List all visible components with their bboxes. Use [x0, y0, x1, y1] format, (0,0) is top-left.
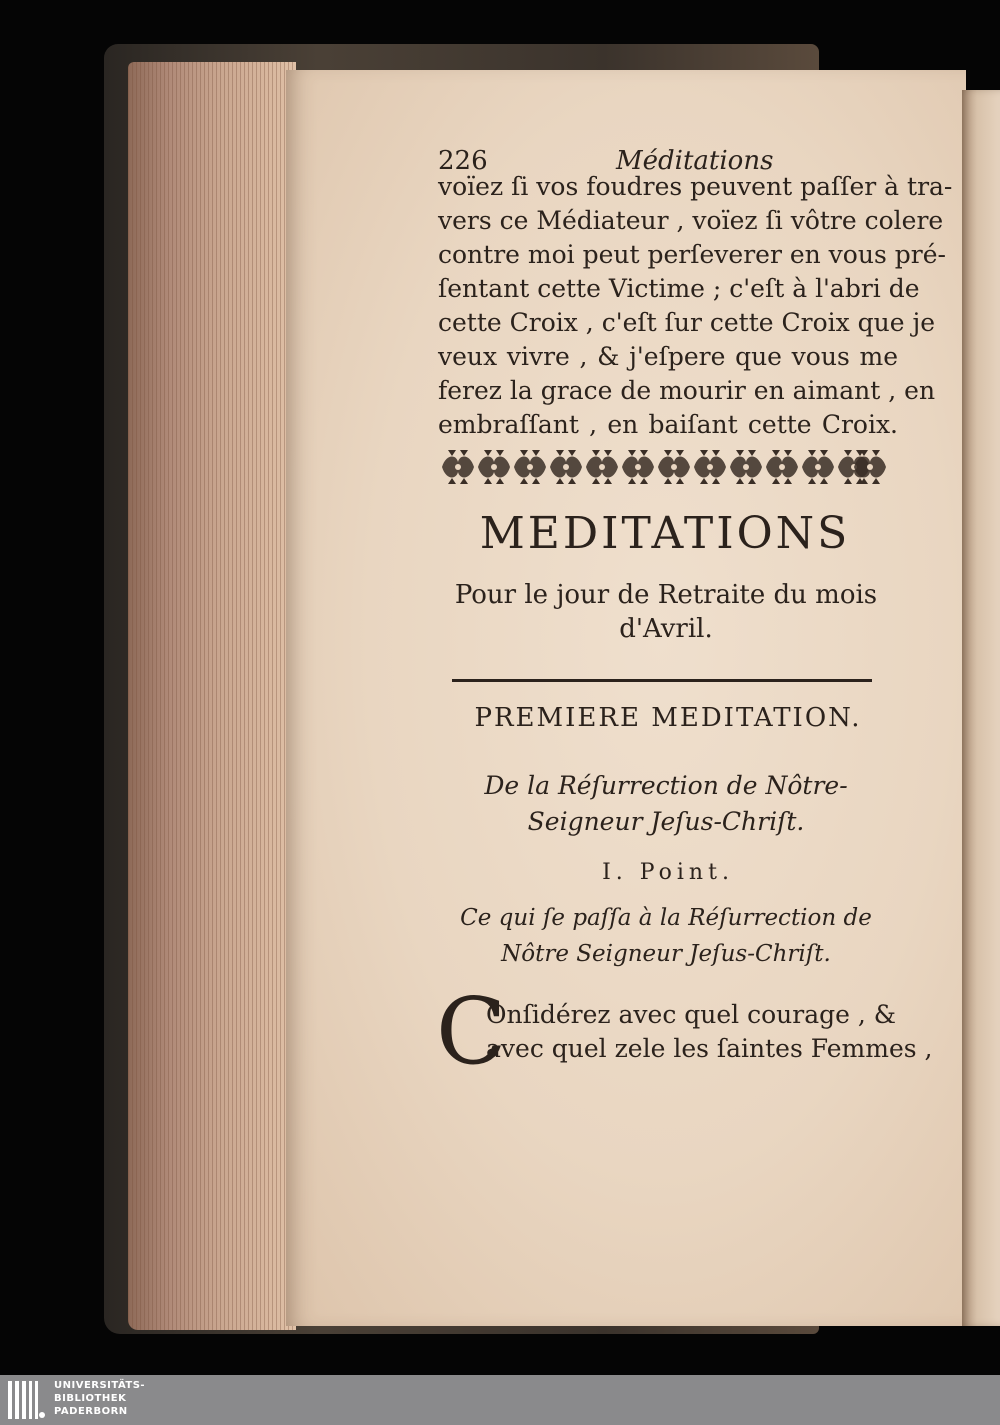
library-logo-text [54, 1379, 145, 1418]
text-line: ferez la grace de mourir en aimant , en [438, 376, 936, 405]
subtitle: Pour le jour de Retraite du mois d'Avril. [454, 580, 878, 644]
page-edges [128, 62, 296, 1330]
horizontal-rule [452, 679, 872, 682]
text-line: embraſſant , en baiſant cette Croix. [438, 410, 898, 439]
section-title: PREMIERE MEDITATION. [474, 703, 862, 733]
drop-cap: C [436, 978, 507, 1085]
logo-line: UNIVERSITÄTS- [54, 1380, 146, 1391]
text-line: voïez ſi vos foudres peuvent paſſer à tra- [438, 172, 953, 201]
library-logo-icon [6, 1379, 48, 1421]
logo-line: BIBLIOTHEK [54, 1393, 127, 1404]
paragraph-text [486, 998, 933, 1066]
ornament-band [438, 446, 890, 488]
body-text [438, 170, 953, 442]
page-number: 226 [438, 146, 488, 176]
point-subject: Ce qui ſe paſſa à la Réſurrection de Nôtre Seigneur Jeſus-Chriſt. [460, 905, 872, 967]
point-heading: I. Point. [602, 860, 734, 885]
text-line: ſentant cette Victime ; c'eſt à l'abri de [438, 274, 920, 303]
text-line: avec quel zele les ſaintes Femmes , [486, 1034, 933, 1063]
text-line: veux vivre , & j'eſpere que vous me [438, 342, 898, 371]
footer-bar [0, 1375, 1000, 1425]
text-line: Onſidérez avec quel courage , & [486, 1000, 897, 1029]
logo-line: PADERBORN [54, 1406, 128, 1417]
text-line: contre moi peut perſeverer en vous pré- [438, 240, 946, 269]
text-line: vers ce Médiateur , voïez ſi vôtre colere [438, 206, 944, 235]
section-subject: De la Réſurrection de Nôtre-Seigneur Jeſus-Chriſt. [484, 771, 848, 836]
running-title: Méditations [616, 146, 774, 176]
adjacent-page [962, 90, 1000, 1326]
main-title: MEDITATIONS [479, 508, 851, 559]
text-line: cette Croix , c'eſt ſur cette Croix que je [438, 308, 936, 337]
